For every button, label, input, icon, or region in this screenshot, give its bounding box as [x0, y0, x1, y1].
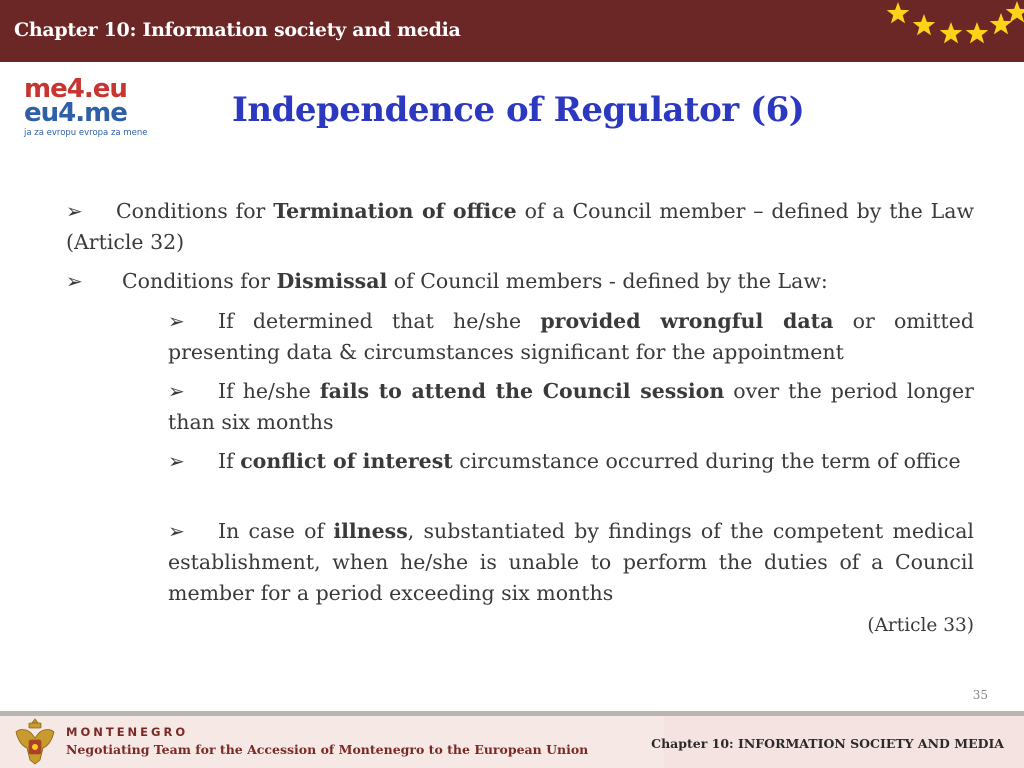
- star-icon: [966, 22, 989, 43]
- footer-country: MONTENEGRO: [66, 725, 189, 739]
- star-icon: [990, 13, 1013, 34]
- subbullet-wrongful-data: [168, 306, 974, 368]
- bullet-text-bold: illness: [333, 519, 408, 543]
- chapter-title: Chapter 10: Information society and media: [14, 19, 461, 41]
- bullet-text-post: of a Council member – defined by the Law (Article 32): [66, 199, 975, 254]
- bullet-text-bold: fails to attend the Council session: [319, 379, 725, 403]
- article-reference: (Article 33): [867, 615, 974, 636]
- bullet-text-pre: If determined that he/she: [218, 309, 541, 333]
- footer-bar: [0, 716, 1024, 768]
- slide-title: Independence of Regulator (6): [232, 90, 805, 130]
- arrow-bullet-icon: ➢: [168, 449, 185, 473]
- logo-line-2: eu4.me: [24, 98, 127, 128]
- bullet-text-post: or omitted presenting data & circumstances significant for the appointment: [168, 309, 975, 364]
- star-icon: [887, 2, 910, 23]
- arrow-bullet-icon: ➢: [66, 199, 83, 223]
- bullet-text-pre: Conditions for: [116, 199, 274, 223]
- subbullet-illness: [168, 516, 974, 609]
- bullet-text-post: over the period longer than six months: [168, 379, 974, 434]
- subbullet-attendance: [168, 376, 974, 438]
- arrow-bullet-icon: ➢: [168, 309, 185, 333]
- logo-tagline: ja za evropu evropa za mene: [24, 128, 148, 138]
- bullet-text-post: circumstance occurred during the term of office: [452, 449, 961, 473]
- arrow-bullet-icon: ➢: [168, 519, 185, 543]
- bullet-dismissal: [66, 266, 974, 297]
- logo-line-1: me4.eu: [24, 74, 127, 104]
- bullet-text-pre: If: [218, 449, 241, 473]
- bullet-text-pre: In case of: [218, 519, 334, 543]
- star-icon: [1006, 1, 1024, 22]
- bullet-text-bold: Termination of office: [273, 199, 517, 223]
- page-number: 35: [972, 688, 988, 702]
- star-icon: [913, 14, 936, 35]
- arrow-bullet-icon: ➢: [168, 379, 185, 403]
- bullet-text-bold: Dismissal: [276, 269, 388, 293]
- header-bar: [0, 0, 1024, 62]
- coat-of-arms-icon: [10, 716, 60, 768]
- eu-stars-icon: [874, 0, 1024, 60]
- bullet-text-post: of Council members - defined by the Law:: [387, 269, 828, 293]
- me4eu-logo: [24, 76, 152, 142]
- arrow-bullet-icon: ➢: [66, 269, 83, 293]
- bullet-termination: [66, 196, 974, 258]
- bullet-text-pre: If he/she: [218, 379, 320, 403]
- star-icon: [940, 22, 963, 43]
- bullet-text-bold: conflict of interest: [240, 449, 453, 473]
- bullet-text-pre: Conditions for: [122, 269, 277, 293]
- subbullet-conflict-of-interest: [168, 446, 974, 477]
- bullet-text-post: , substantiated by findings of the competent medical establishment, when he/she is unable to perform the duties of a Council member for a period exceeding six months: [168, 519, 974, 605]
- bullet-text-bold: provided wrongful data: [540, 309, 834, 333]
- footer-team: Negotiating Team for the Accession of Montenegro to the European Union: [66, 742, 589, 757]
- footer-chapter: Chapter 10: INFORMATION SOCIETY AND MEDIA: [651, 736, 1004, 751]
